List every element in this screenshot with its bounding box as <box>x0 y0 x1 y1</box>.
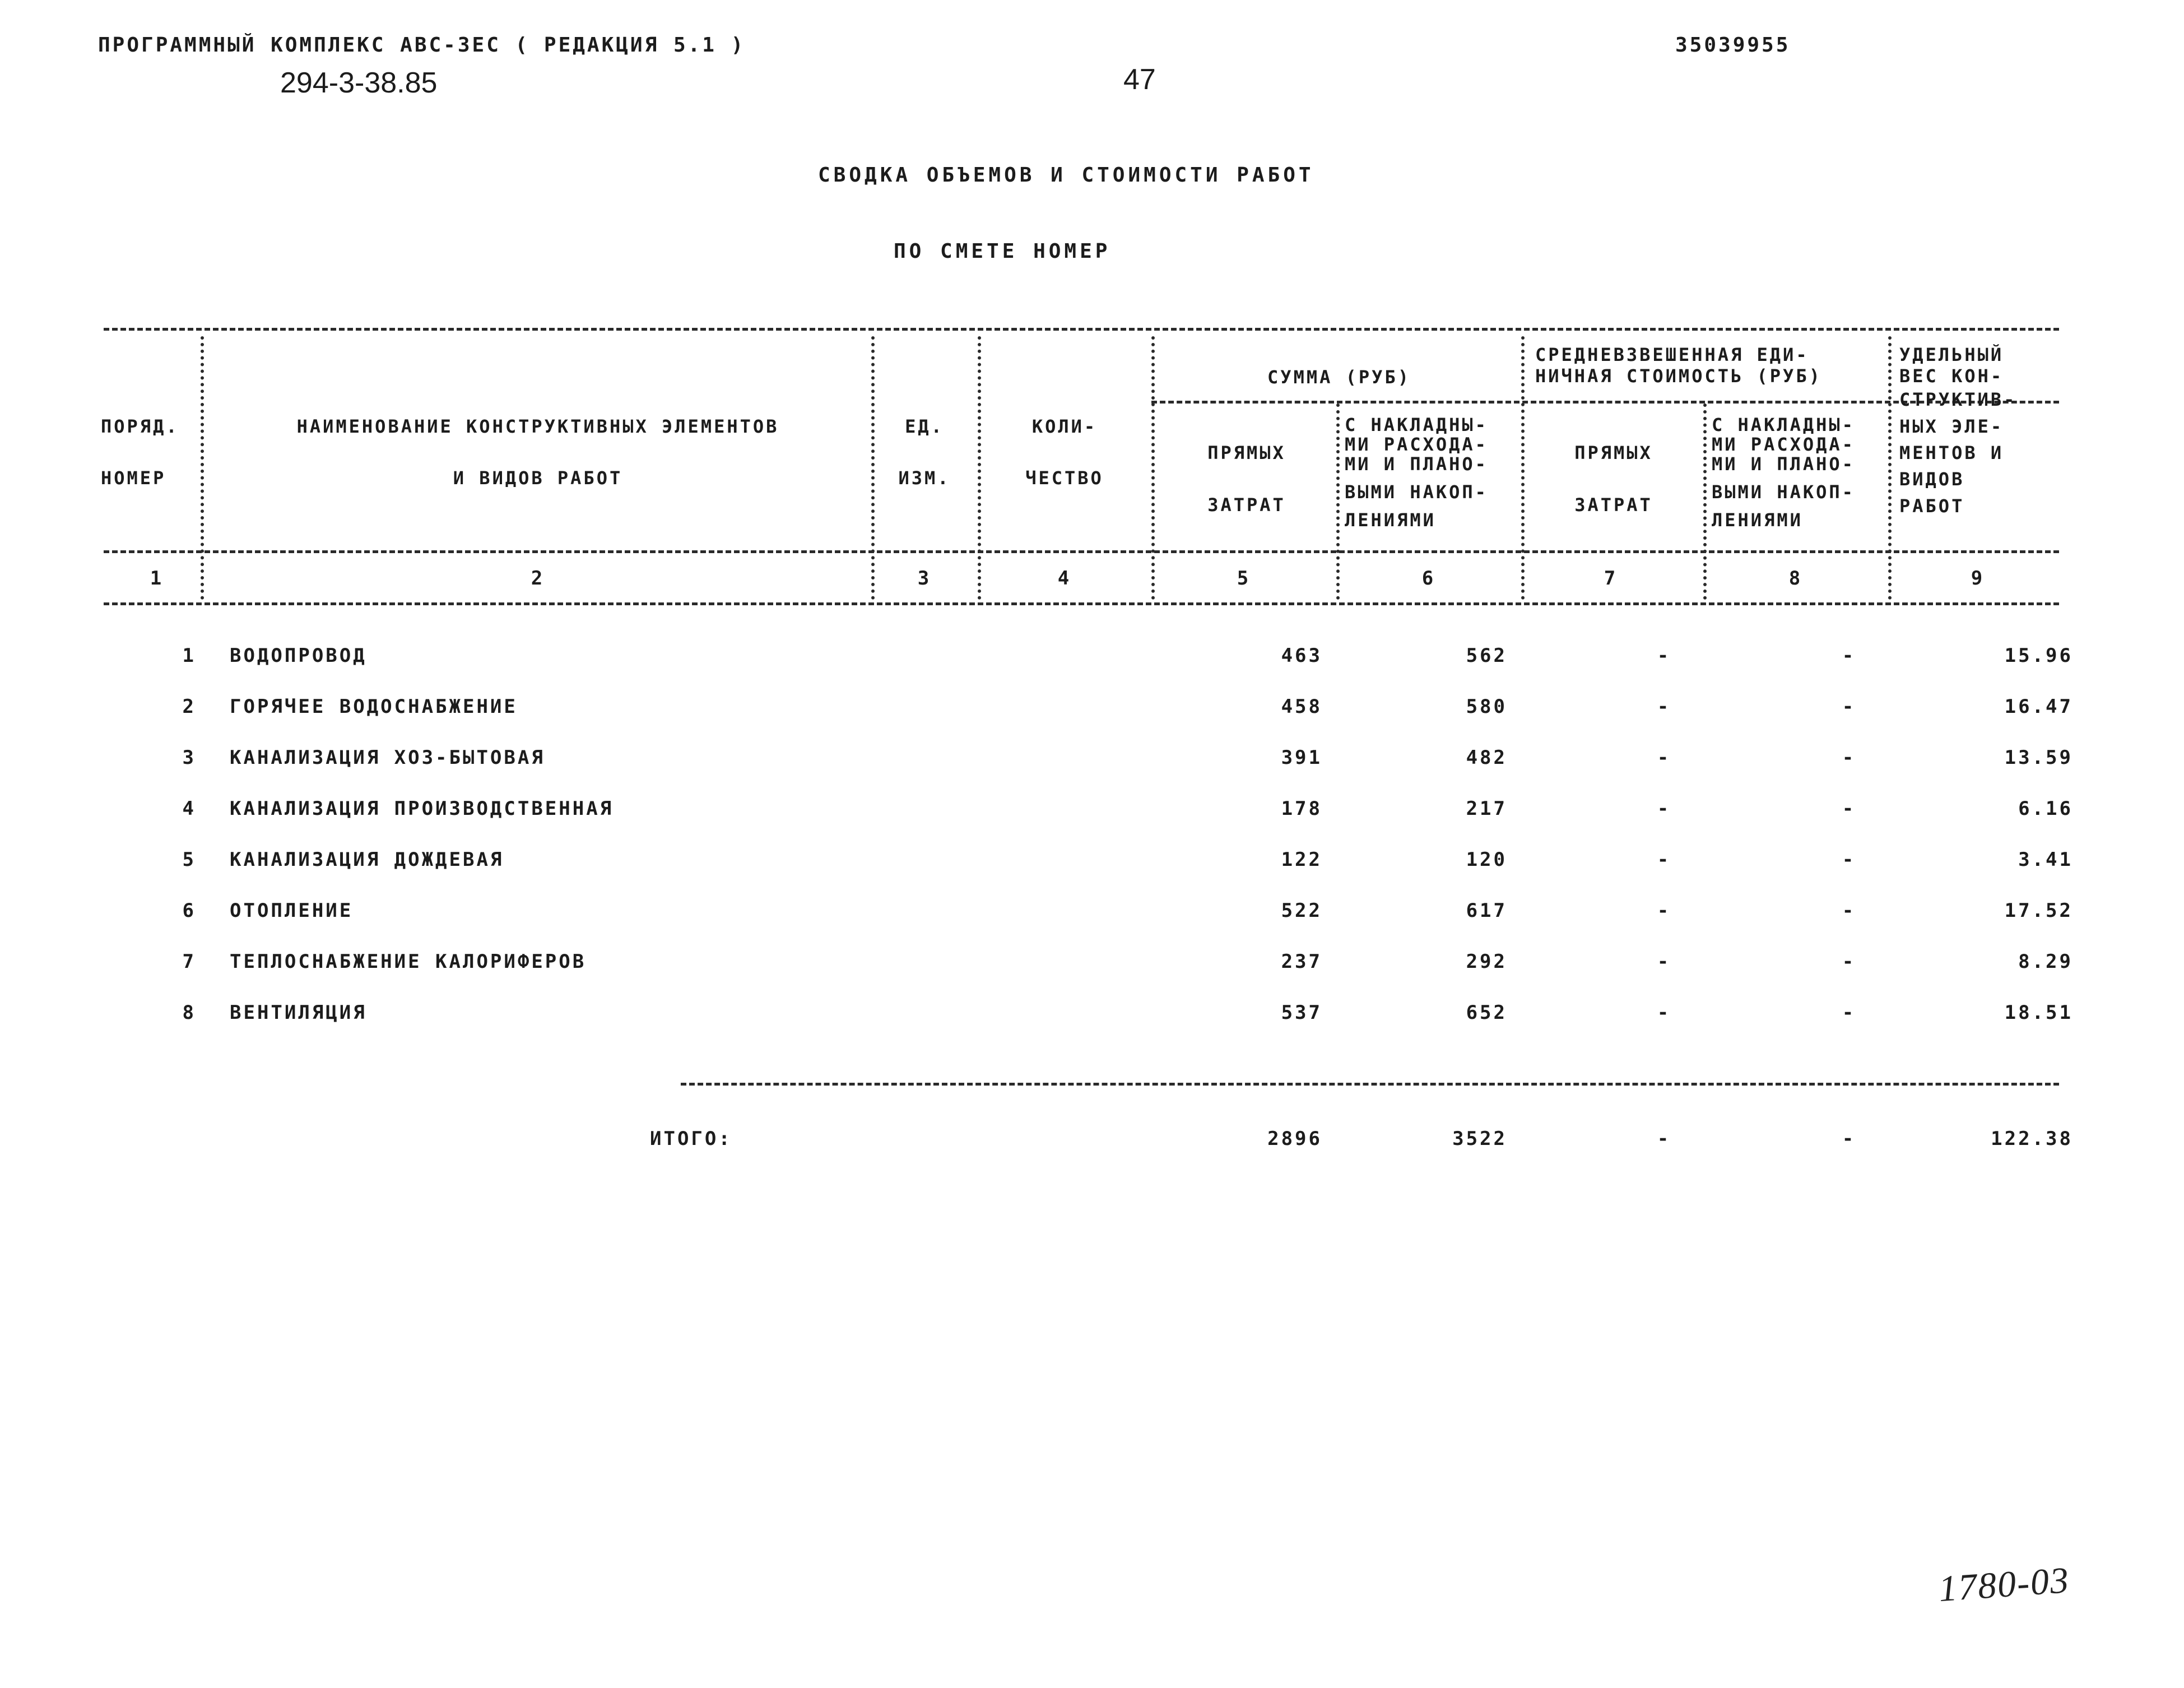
row-name: ВОДОПРОВОД <box>230 644 367 667</box>
row-overhead: 562 <box>1466 644 1507 667</box>
row-number: 1 <box>182 644 196 667</box>
total-avg-over: - <box>1842 1128 1856 1150</box>
row-avg-direct: - <box>1657 746 1671 769</box>
col-order-header-a: ПОРЯД. <box>101 416 179 437</box>
col-weight-header-1: УДЕЛЬНЫЙ <box>1899 344 2004 365</box>
row-direct: 522 <box>1281 899 1322 922</box>
row-avg-over: - <box>1842 644 1856 667</box>
col-overhead-header-1: С НАКЛАДНЫ- <box>1345 414 1488 435</box>
report-title: СВОДКА ОБЪЕМОВ И СТОИМОСТИ РАБОТ <box>818 164 1314 187</box>
col-avg-over-header-5: ЛЕНИЯМИ <box>1712 509 1803 531</box>
row-avg-direct: - <box>1657 899 1671 922</box>
col-unit-header-a: ЕД. <box>905 416 944 437</box>
row-direct: 122 <box>1281 848 1322 871</box>
col-weight-header-5: МЕНТОВ И <box>1899 442 2004 463</box>
row-overhead: 120 <box>1466 848 1507 871</box>
row-avg-over: - <box>1842 1001 1856 1024</box>
row-overhead: 580 <box>1466 695 1507 718</box>
col-number: 6 <box>1421 567 1436 590</box>
row-avg-over: - <box>1842 695 1856 718</box>
row-name: ВЕНТИЛЯЦИЯ <box>230 1001 367 1024</box>
avg-group-header-a: СРЕДНЕВЗВЕШЕННАЯ ЕДИ- <box>1535 344 1809 365</box>
col-number: 4 <box>1057 567 1072 590</box>
row-avg-direct: - <box>1657 695 1671 718</box>
document-code: 35039955 <box>1675 34 1791 57</box>
col-avg-over-header-4: ВЫМИ НАКОП- <box>1712 481 1855 503</box>
row-direct: 458 <box>1281 695 1322 718</box>
row-overhead: 217 <box>1466 797 1507 820</box>
col-weight-header-2: ВЕС КОН- <box>1899 365 2004 387</box>
row-weight: 3.41 <box>2018 848 2073 871</box>
col-overhead-header-3: МИ И ПЛАНО- <box>1345 453 1488 475</box>
col-avg-over-header-1: С НАКЛАДНЫ- <box>1712 414 1855 435</box>
col-unit-header-b: ИЗМ. <box>898 467 951 489</box>
row-name: ТЕПЛОСНАБЖЕНИЕ КАЛОРИФЕРОВ <box>230 950 587 973</box>
col-number: 3 <box>917 567 932 590</box>
row-avg-direct: - <box>1657 644 1671 667</box>
row-avg-direct: - <box>1657 848 1671 871</box>
row-avg-over: - <box>1842 746 1856 769</box>
sum-group-header: СУММА (РУБ) <box>1267 367 1411 388</box>
col-separator <box>1151 336 1155 600</box>
total-rule <box>681 1083 2059 1086</box>
row-number: 6 <box>182 899 196 922</box>
col-avg-direct-header-b: ЗАТРАТ <box>1574 494 1653 516</box>
row-avg-direct: - <box>1657 797 1671 820</box>
col-name-header-b: И ВИДОВ РАБОТ <box>453 467 623 489</box>
col-weight-header-7: РАБОТ <box>1899 495 1965 517</box>
col-weight-header-3: СТРУКТИВ- <box>1899 389 2017 410</box>
col-separator <box>1336 404 1340 600</box>
col-direct-header-b: ЗАТРАТ <box>1207 494 1286 516</box>
row-avg-over: - <box>1842 797 1856 820</box>
row-weight: 15.96 <box>2004 644 2073 667</box>
col-name-header-a: НАИМЕНОВАНИЕ КОНСТРУКТИВНЫХ ЭЛЕМЕНТОВ <box>296 416 779 437</box>
col-separator <box>1521 336 1525 600</box>
col-separator <box>201 336 204 600</box>
col-weight-header-4: НЫХ ЭЛЕ- <box>1899 416 2004 437</box>
col-number: 1 <box>150 567 164 590</box>
col-overhead-header-5: ЛЕНИЯМИ <box>1345 509 1436 531</box>
row-number: 2 <box>182 695 196 718</box>
total-weight: 122.38 <box>1991 1128 2073 1150</box>
row-number: 3 <box>182 746 196 769</box>
col-number: 2 <box>531 567 545 590</box>
row-weight: 8.29 <box>2018 950 2073 973</box>
row-weight: 17.52 <box>2004 899 2073 922</box>
col-number: 5 <box>1237 567 1251 590</box>
total-overhead: 3522 <box>1452 1128 1507 1150</box>
col-separator <box>978 336 981 600</box>
row-name: ОТОПЛЕНИЕ <box>230 899 354 922</box>
row-name: КАНАЛИЗАЦИЯ ПРОИЗВОДСТВЕННАЯ <box>230 797 614 820</box>
row-direct: 237 <box>1281 950 1322 973</box>
row-overhead: 292 <box>1466 950 1507 973</box>
col-number: 9 <box>1971 567 1985 590</box>
row-direct: 463 <box>1281 644 1322 667</box>
row-overhead: 617 <box>1466 899 1507 922</box>
page-number: 47 <box>1123 63 1156 96</box>
avg-group-header-b: НИЧНАЯ СТОИМОСТЬ (РУБ) <box>1535 365 1822 387</box>
row-overhead: 482 <box>1466 746 1507 769</box>
total-avg-direct: - <box>1657 1128 1671 1150</box>
row-number: 4 <box>182 797 196 820</box>
row-weight: 16.47 <box>2004 695 2073 718</box>
archive-stamp: 1780-03 <box>1937 1559 2071 1610</box>
row-avg-over: - <box>1842 899 1856 922</box>
row-direct: 391 <box>1281 746 1322 769</box>
col-separator <box>1888 336 1892 600</box>
row-name: ГОРЯЧЕЕ ВОДОСНАБЖЕНИЕ <box>230 695 518 718</box>
table-top-rule <box>104 328 2059 331</box>
col-separator <box>1703 404 1707 600</box>
row-weight: 6.16 <box>2018 797 2073 820</box>
row-name: КАНАЛИЗАЦИЯ ХОЗ-БЫТОВАЯ <box>230 746 545 769</box>
row-direct: 537 <box>1281 1001 1322 1024</box>
column-number-rule <box>104 602 2059 605</box>
header-bottom-rule <box>104 550 2059 553</box>
row-direct: 178 <box>1281 797 1322 820</box>
col-overhead-header-2: МИ РАСХОДА- <box>1345 434 1488 455</box>
doc-number: 294-3-38.85 <box>280 67 438 99</box>
total-label: ИТОГО: <box>650 1128 732 1150</box>
report-subtitle: ПО СМЕТЕ НОМЕР <box>894 240 1111 263</box>
row-number: 5 <box>182 848 196 871</box>
row-avg-direct: - <box>1657 950 1671 973</box>
col-direct-header-a: ПРЯМЫХ <box>1207 442 1286 463</box>
col-order-header-b: НОМЕР <box>101 467 166 489</box>
col-qty-header-a: КОЛИ- <box>1031 416 1098 437</box>
total-direct: 2896 <box>1267 1128 1322 1150</box>
col-avg-over-header-2: МИ РАСХОДА- <box>1712 434 1855 455</box>
col-number: 7 <box>1604 567 1618 590</box>
row-number: 8 <box>182 1001 196 1024</box>
row-overhead: 652 <box>1466 1001 1507 1024</box>
row-weight: 18.51 <box>2004 1001 2073 1024</box>
program-name: ПРОГРАММНЫЙ КОМПЛЕКС АВС-3ЕС ( РЕДАКЦИЯ 5.1 ) <box>98 34 746 57</box>
row-name: КАНАЛИЗАЦИЯ ДОЖДЕВАЯ <box>230 848 504 871</box>
row-avg-over: - <box>1842 950 1856 973</box>
col-avg-direct-header-a: ПРЯМЫХ <box>1574 442 1653 463</box>
col-weight-header-6: ВИДОВ <box>1899 469 1965 490</box>
row-avg-over: - <box>1842 848 1856 871</box>
col-separator <box>871 336 875 600</box>
col-avg-over-header-3: МИ И ПЛАНО- <box>1712 453 1855 475</box>
col-qty-header-b: ЧЕСТВО <box>1025 467 1104 489</box>
col-overhead-header-4: ВЫМИ НАКОП- <box>1345 481 1488 503</box>
row-number: 7 <box>182 950 196 973</box>
col-number: 8 <box>1788 567 1803 590</box>
row-avg-direct: - <box>1657 1001 1671 1024</box>
row-weight: 13.59 <box>2004 746 2073 769</box>
